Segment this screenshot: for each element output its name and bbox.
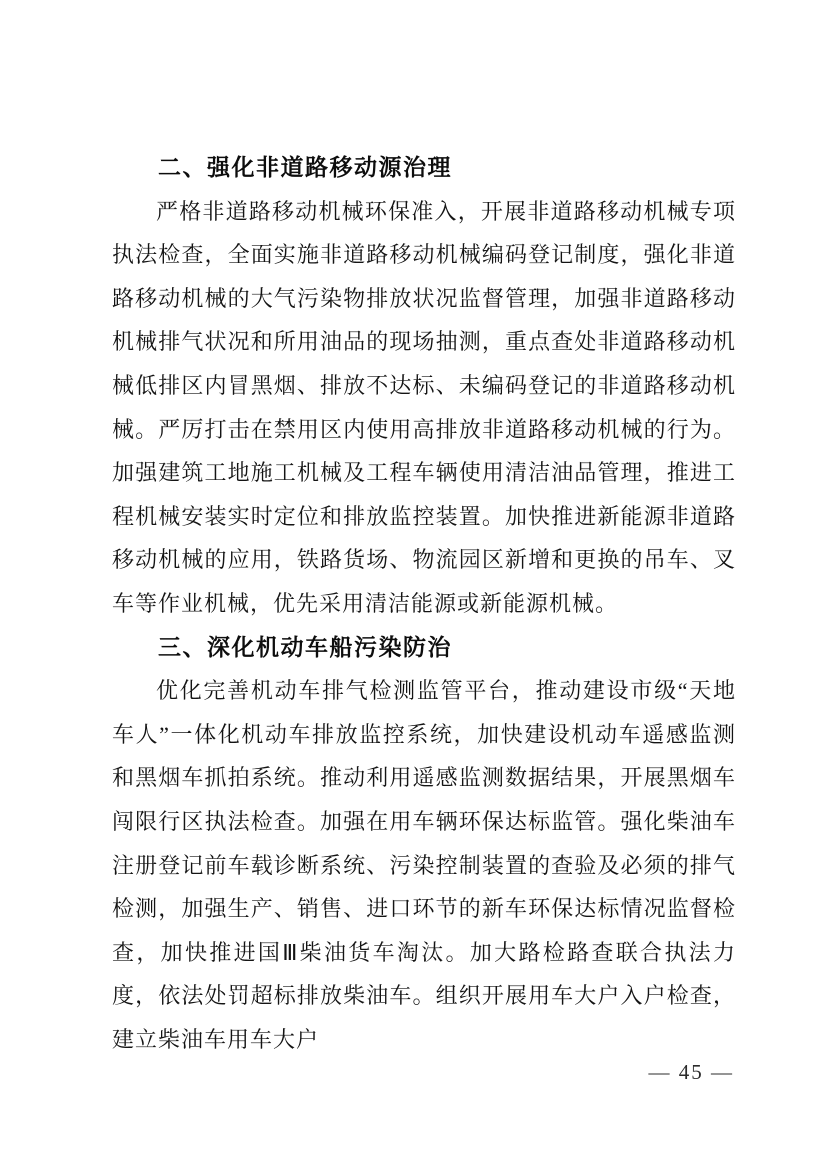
section-2-paragraph: 严格非道路移动机械环保准入，开展非道路移动机械专项执法检查，全面实施非道路移动机械编码登记制度，强化非道路移动机械的大气污染物排放状况监督管理，加强非道路移动机械排气状况和所用油品的现场抽测，重点查处非道路移动机械低排区内冒黑烟、排放不达标、未编码登记的非道路移动机械。严厉打击在禁用区内使用高排放非道路移动机械的行为。加强建筑工地施工机械及工程车辆使用清洁油品管理，推进工程机械安装实时定位和排放监控装置。加快推进新能源非道路移动机械的应用，铁路货场、物流园区新增和更换的吊车、叉车等作业机械，优先采用清洁能源或新能源机械。 [112,198,736,616]
section-3-paragraph: 优化完善机动车排气检测监管平台，推动建设市级“天地车人”一体化机动车排放监控系统，加快建设机动车遥感监测和黑烟车抓拍系统。推动利用遥感监测数据结果，开展黑烟车闯限行区执法检查。加强在用车辆环保达标监管。强化柴油车注册登记前车载诊断系统、污染控制装置的查验及必须的排气检测，加强生产、销售、进口环节的新车环保达标情况监督检查，加快推进国Ⅲ柴油货车淘汰。加大路检路查联合执法力度，依法处罚超标排放柴油车。组织开展用车大户入户检查，建立柴油车用车大户 [112,678,736,1052]
page-number: — 45 — [648,1060,734,1084]
section-heading-3: 三、深化机动车船污染防治 [158,633,452,660]
section-heading-2: 二、强化非道路移动源治理 [158,154,452,180]
document-body [112,146,736,1061]
page-footer [649,1060,735,1085]
